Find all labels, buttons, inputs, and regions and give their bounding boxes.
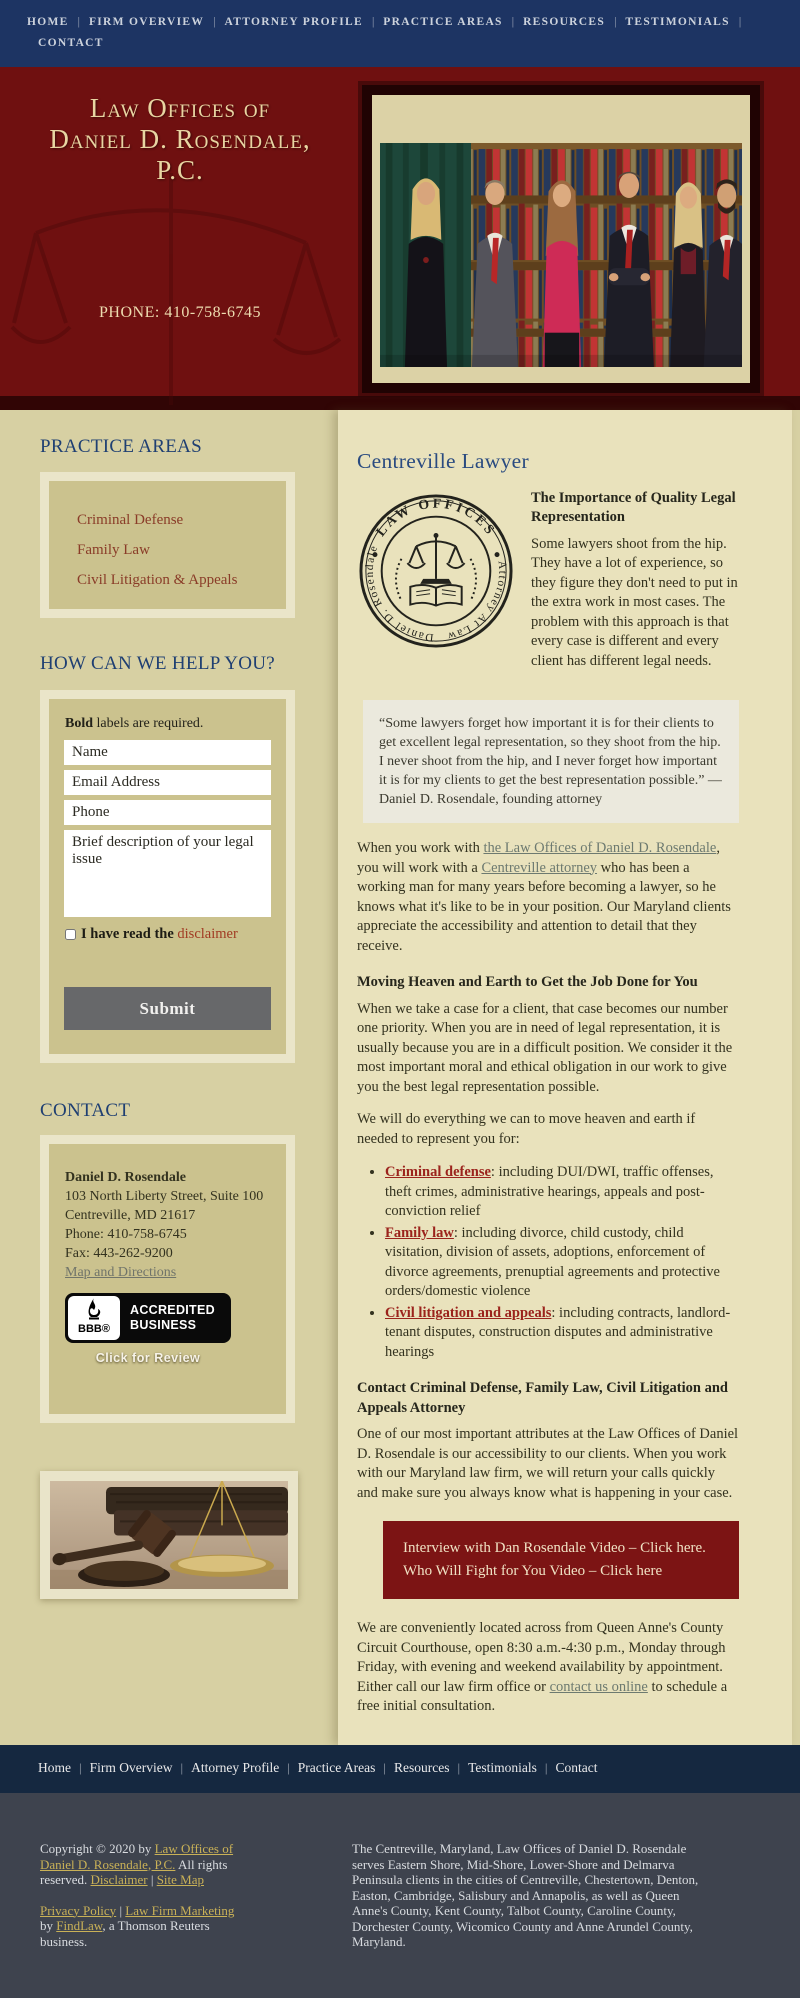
site-header: [0, 67, 800, 410]
footer-nav-separator: |: [180, 1760, 184, 1775]
list-item-family-law: [385, 1224, 739, 1302]
top-navigation: [0, 0, 800, 67]
importance-paragraph: Some lawyers shoot from the hip. They have a lot of experience, so they figure they don't need to put in the extra work in most cases. The problem with this approach is that every case is different and every client has different legal needs.: [531, 535, 738, 669]
sidebar-link-family-law[interactable]: Family Law: [77, 542, 150, 558]
nav-attorney-profile[interactable]: ATTORNEY PROFILE: [224, 16, 363, 28]
disclaimer-checkbox[interactable]: [65, 929, 76, 940]
nav-separator: |: [77, 16, 80, 28]
firm-title-line: P.C.: [156, 155, 204, 185]
footer-nav-attorney-profile[interactable]: Attorney Profile: [191, 1760, 280, 1775]
nav-testimonials[interactable]: TESTIMONIALS: [625, 16, 730, 28]
footer-nav-separator: |: [544, 1760, 548, 1775]
bbb-logo: [68, 1296, 120, 1340]
copyright-separator: |: [147, 1872, 157, 1887]
firm-title-line: Daniel D. Rosendale,: [49, 124, 311, 154]
footer-nav-separator: |: [383, 1760, 386, 1775]
contact-form: [40, 690, 295, 1063]
phone-field[interactable]: [64, 800, 271, 825]
firm-seal-logo: [357, 492, 515, 650]
submit-button[interactable]: Submit: [64, 987, 271, 1030]
required-note: [65, 716, 271, 732]
nav-practice-areas[interactable]: PRACTICE AREAS: [383, 16, 503, 28]
work-with-text: who has been a working man for many years before becoming a lawyer, so he knows what it's like to be in your position. Our Maryland clients appreciate the accessibility and attention to detail that they receive.: [357, 859, 731, 954]
name-field[interactable]: [64, 740, 271, 765]
seal-text-top: LAW OFFICES: [372, 495, 500, 539]
footer-nav-separator: |: [457, 1760, 461, 1775]
top-nav-row-1: [0, 0, 800, 31]
bbb-accredited-line: ACCREDITED: [130, 1303, 215, 1317]
marketing-paragraph: [40, 1903, 242, 1950]
work-with-text: , you will work with a: [357, 840, 720, 876]
moving-paragraph: When we take a case for a client, that case becomes our number one priority. When you are in need of legal representation, it is usually because you are in a difficult position. We consider it the most important moral and ethical obligation in our work to give you the best legal representation possible.: [357, 1000, 733, 1095]
work-with-paragraph: [357, 839, 739, 956]
marketing-text: , a Thomson Reuters business.: [40, 1918, 210, 1949]
firm-title: [25, 93, 335, 186]
everything-paragraph: We will do everything we can to move heaven and earth if needed to represent you for:: [357, 1111, 696, 1147]
disclaimer-agree-row: [64, 926, 271, 943]
law-offices-link[interactable]: the Law Offices of Daniel D. Rosendale: [483, 840, 717, 856]
nav-separator: |: [511, 16, 515, 28]
bbb-torch-icon: [84, 1298, 104, 1320]
copyright-text: All rights reserved.: [40, 1856, 228, 1887]
region-paragraph: The Centreville, Maryland, Law Offices of Daniel D. Rosendale serves Eastern Shore, Mid-Shore, Lower-Shore and Delmarva Peninsula clients in the cities of Centreville, Chestertown, Denton, Easton, Cambridge, Salisbury and Annapolis, as well as Queen Anne's County, Kent County, Talbot County, Caroline County, Dorchester County, Wicomico County and Anne Arundel County, Maryland.: [352, 1841, 699, 1949]
location-text: We are conveniently located across from Queen Anne's County Circuit Courthouse, open 8:30 a.m.-4:30 p.m., Monday through Friday, with evening and weekend availability by appointment. Either call our law firm office or: [357, 1620, 726, 1695]
footer-nav-contact[interactable]: Contact: [555, 1760, 598, 1775]
gavel-scales-image: [40, 1471, 298, 1599]
seal-text-attorney: Attorney At Law: [445, 559, 509, 642]
copyright-text: Copyright © 2020 by: [40, 1841, 155, 1856]
footer-nav-firm-overview[interactable]: Firm Overview: [89, 1760, 173, 1775]
contact-attorney-paragraph: One of our most important attributes at the Law Offices of Daniel D. Rosendale is our accessibility to our clients. When you work with our Maryland law firm, we will return your calls quickly and make sure you always know what is happening in your case.: [357, 1426, 739, 1501]
footer-nav-testimonials[interactable]: Testimonials: [468, 1760, 537, 1775]
contact-fax: Fax: 443-262-9200: [65, 1246, 173, 1261]
footer-disclaimer-link[interactable]: Disclaimer: [90, 1872, 148, 1887]
nav-resources[interactable]: RESOURCES: [523, 16, 606, 28]
footer-law-firm-marketing-link[interactable]: Law Firm Marketing: [125, 1902, 235, 1918]
list-item-criminal-defense: [385, 1163, 739, 1222]
agree-label: I have read the: [81, 926, 178, 942]
location-text: to schedule a free initial consultation.: [357, 1678, 728, 1714]
legal-issue-textarea[interactable]: [64, 830, 271, 917]
nav-separator: |: [213, 16, 216, 28]
team-photo-frame: [362, 85, 760, 393]
fight-for-you-video-link[interactable]: Who Will Fight for You Video – Click here: [403, 1563, 663, 1579]
footer-sitemap-link[interactable]: Site Map: [156, 1872, 204, 1887]
contact-us-online-link[interactable]: contact us online: [549, 1678, 648, 1695]
contact-attorney-heading: Contact Criminal Defense, Family Law, Civil Litigation and Appeals Attorney: [357, 1380, 728, 1416]
seal-text-name: Daniel D. Rosendale: [363, 542, 435, 643]
marketing-separator: |: [116, 1902, 126, 1918]
nav-separator: |: [738, 16, 742, 28]
footer-copyright-column: [40, 1841, 242, 1964]
disclaimer-link[interactable]: disclaimer: [177, 926, 238, 942]
importance-heading: The Importance of Quality Legal Representation: [531, 489, 736, 525]
map-directions-link[interactable]: Map and Directions: [65, 1265, 177, 1280]
address-line: 103 North Liberty Street, Suite 100: [65, 1189, 264, 1204]
footer-firm-link[interactable]: Law Offices of Daniel D. Rosendale, P.C.: [40, 1841, 234, 1872]
footer-navigation: [0, 1745, 800, 1793]
nav-home[interactable]: HOME: [27, 16, 69, 28]
team-photo-image: [380, 143, 742, 367]
footer-findlaw-link[interactable]: FindLaw: [56, 1918, 103, 1933]
page-body: [0, 410, 800, 1745]
sidebar-link-criminal-defense[interactable]: Criminal Defense: [77, 512, 184, 528]
civil-litigation-link[interactable]: Civil litigation and appeals: [385, 1304, 552, 1321]
footer-nav-separator: |: [287, 1760, 290, 1775]
list-item-civil-litigation: [385, 1304, 739, 1363]
nav-separator: |: [371, 16, 375, 28]
family-law-link[interactable]: Family law: [385, 1224, 454, 1241]
header-phone-number: PHONE: 410-758-6745: [99, 304, 261, 321]
moving-heading: Moving Heaven and Earth to Get the Job Done for You: [357, 974, 698, 990]
main-content: [357, 410, 739, 1745]
bbb-review-link[interactable]: Click for Review: [95, 1351, 201, 1365]
required-note-rest: labels are required.: [93, 716, 204, 731]
footer-nav-separator: |: [79, 1760, 82, 1775]
footer-nav-practice-areas[interactable]: Practice Areas: [297, 1760, 376, 1775]
video-links-box: [383, 1521, 739, 1599]
footer-nav-home[interactable]: Home: [38, 1760, 71, 1775]
nav-separator: |: [614, 16, 617, 28]
footer-region-column: [352, 1841, 716, 1950]
footer-privacy-policy-link[interactable]: Privacy Policy: [40, 1902, 117, 1918]
practice-areas-box: [40, 472, 295, 618]
bbb-business-line: BUSINESS: [130, 1318, 197, 1332]
top-nav-row-2: [0, 31, 800, 52]
criminal-defense-desc: : including DUI/DWI, traffic offenses, theft crimes, administrative hearings, appeals and post-conviction relief: [385, 1164, 714, 1219]
footer-nav-resources[interactable]: Resources: [394, 1760, 450, 1775]
attorney-name: Daniel D. Rosendale: [65, 1170, 186, 1185]
centreville-attorney-link[interactable]: Centreville attorney: [481, 859, 598, 876]
bbb-label: BBB®: [78, 1322, 110, 1335]
contact-phone: Phone: 410-758-6745: [65, 1227, 187, 1242]
nav-contact[interactable]: CONTACT: [38, 37, 104, 49]
page-title: Centreville Lawyer: [357, 449, 529, 473]
nav-firm-overview[interactable]: FIRM OVERVIEW: [88, 16, 205, 28]
help-form-heading: HOW CAN WE HELP YOU?: [40, 653, 276, 674]
sidebar-link-civil-litigation[interactable]: Civil Litigation & Appeals: [77, 572, 238, 588]
email-field[interactable]: [64, 770, 271, 795]
bbb-accredited-text: [123, 1293, 231, 1343]
bbb-accredited-badge[interactable]: [65, 1293, 231, 1343]
copyright-paragraph: [40, 1841, 242, 1888]
firm-title-line: Law Offices of: [89, 93, 271, 123]
contact-info-box: [40, 1135, 295, 1423]
services-list: [369, 1163, 739, 1362]
civil-litigation-desc: : including contracts, landlord-tenant disputes, construction disputes and administrative hearings: [385, 1304, 731, 1360]
contact-heading: CONTACT: [40, 1100, 131, 1121]
location-paragraph: [357, 1619, 739, 1717]
founder-quote: “Some lawyers forget how important it is for their clients to get excellent legal representation, so they shoot from the hip. I never shoot from the hip, and I never forget how important it is for my clients to get the best representation possible.” — Daniel D. Rosendale, founding attorney: [363, 700, 739, 823]
work-with-text: When you work with: [357, 840, 484, 856]
required-note-bold: Bold: [65, 716, 94, 731]
interview-video-link[interactable]: Interview with Dan Rosendale Video – Click here.: [403, 1540, 706, 1556]
marketing-text: by: [40, 1918, 57, 1933]
site-footer: [0, 1793, 800, 1998]
practice-areas-heading: PRACTICE AREAS: [40, 436, 203, 457]
family-law-desc: : including divorce, child custody, child visitation, division of assets, adoptions, enforcement of divorce agreements, prenuptial agreements and protective orders/domestic violence: [385, 1224, 720, 1299]
criminal-defense-link[interactable]: Criminal defense: [385, 1164, 491, 1180]
address-city: Centreville, MD 21617: [65, 1208, 196, 1223]
